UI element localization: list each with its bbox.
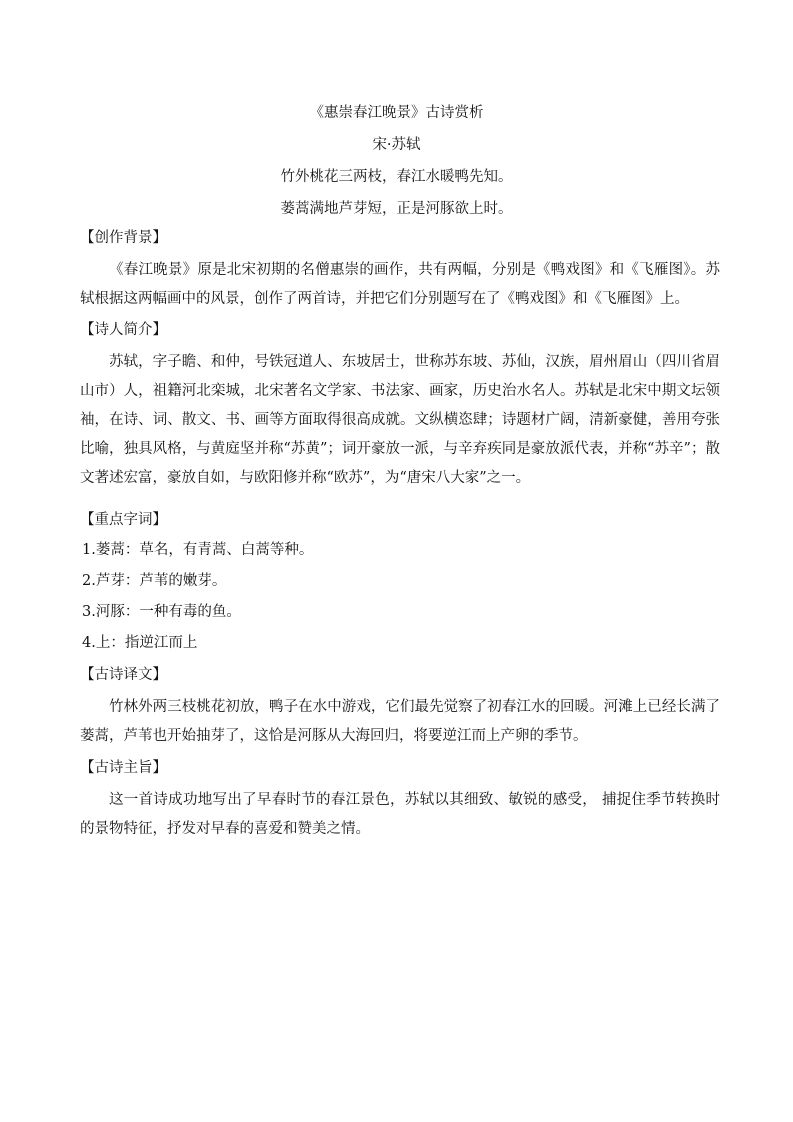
section-words bbox=[80, 509, 720, 659]
poem-line-2: 蒌蒿满地芦芽短，正是河豚欲上时。 bbox=[280, 201, 513, 217]
section-translation bbox=[80, 664, 720, 751]
section-heading: 【古诗主旨】 bbox=[80, 760, 167, 776]
poem-title: 《惠崇春江晚景》古诗赏析 bbox=[309, 105, 484, 121]
word-list bbox=[80, 535, 720, 659]
word-item: 2.芦芽：芦苇的嫩芽。 bbox=[82, 573, 227, 589]
section-text: 苏轼，字子瞻、和仲，号铁冠道人、东坡居士，世称苏东坡、苏仙，汉族，眉州眉山（四川省眉山市）人，祖籍河北栾城，北宋著名文学家、书法家、画家，历史治水名人。苏轼是北宋中期文坛领袖，在诗、词、散文、书、画等方面取得很高成就。文纵横恣肆；诗题材广阔，清新豪健，善用夸张比喻，独具风格，与黄庭坚并称“苏黄”；词开豪放一派，与辛弃疾同是豪放派代表，并称“苏辛”；散文著述宏富，豪放自如，与欧阳修并称“欧苏”，为“唐宋八大家”之一。 bbox=[80, 354, 720, 486]
section-heading: 【重点字词】 bbox=[80, 512, 167, 528]
section-poet bbox=[80, 319, 720, 493]
section-text: 这一首诗成功地写出了早春时节的春江景色，苏轼以其细致、敏锐的感受， 捕捉住季节转换时的景物特征，抒发对早春的喜爱和赞美之情。 bbox=[80, 792, 720, 837]
word-item: 4.上：指逆江而上 bbox=[82, 635, 198, 651]
poem-line-1: 竹外桃花三两枝，春江水暖鸭先知。 bbox=[280, 169, 513, 185]
word-item: 1.蒌蒿：草名，有青蒿、白蒿等种。 bbox=[82, 542, 314, 558]
section-theme bbox=[80, 757, 720, 844]
section-text: 《春江晚景》原是北宋初期的名僧惠崇的画作，共有两幅，分别是《鸭戏图》和《飞雁图》。苏轼根据这两幅画中的风景，创作了两首诗，并把它们分别题写在了《鸭戏图》和《飞雁图》上。 bbox=[80, 262, 720, 307]
word-item: 3.河豚：一种有毒的鱼。 bbox=[82, 604, 241, 620]
section-background bbox=[80, 227, 720, 314]
section-text: 竹林外两三枝桃花初放，鸭子在水中游戏，它们最先觉察了初春江水的回暖。河滩上已经长满了蒌蒿，芦苇也开始抽芽了，这恰是河豚从大海回归，将要逆江而上产卵的季节。 bbox=[80, 699, 720, 744]
section-heading: 【古诗译文】 bbox=[80, 667, 167, 683]
section-heading: 【创作背景】 bbox=[80, 230, 167, 246]
section-heading: 【诗人简介】 bbox=[80, 322, 167, 338]
poem-author: 宋·苏轼 bbox=[372, 137, 421, 153]
